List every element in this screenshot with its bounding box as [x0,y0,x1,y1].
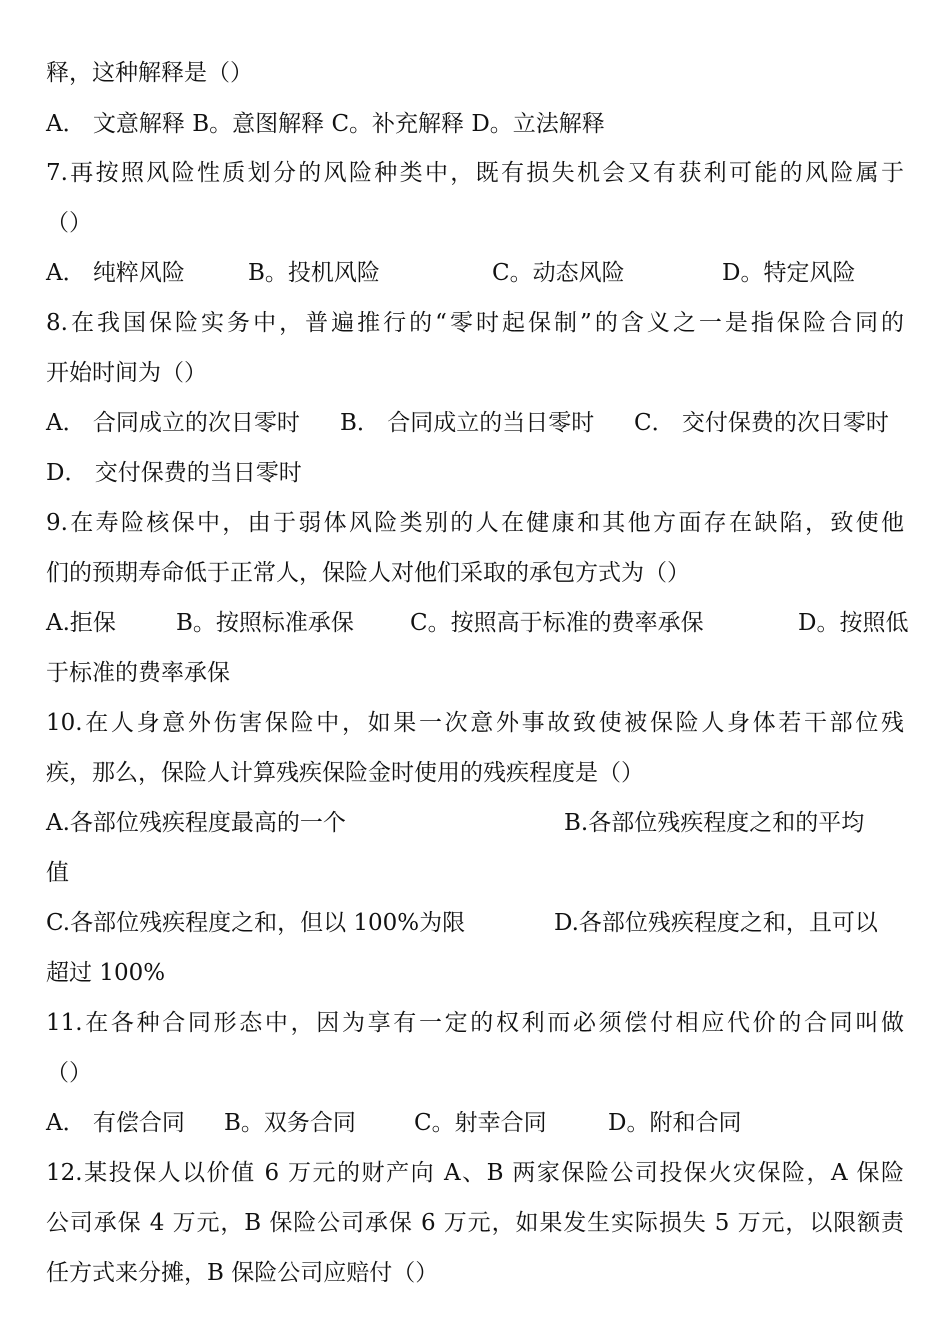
q7-option-b: B。投机风险 [248,260,380,286]
text-line: 释，这种解释是（） [46,60,253,86]
q10-stem-cont: 疾，那么，保险人计算残疾保险金时使用的残疾程度是（） [46,760,644,786]
q9-stem-cont: 们的预期寿命低于正常人，保险人对他们采取的承包方式为（） [46,560,690,586]
q10-option-d: D.各部位残疾程度之和，且可以 [554,910,878,936]
q8-option-d: D． 交付保费的当日零时 [46,460,302,486]
q10-options-cd [46,908,904,938]
q10-option-a: A.各部位残疾程度最高的一个 [46,810,346,836]
q10-stem: 10.在人身意外伤害保险中，如果一次意外事故致使被保险人身体若干部位残 [46,710,904,736]
q9-option-b: B。按照标准承保 [176,610,354,636]
q10-options-ab [46,808,904,838]
q11-option-d: D。附和合同 [608,1110,742,1136]
q7-stem-cont: （） [46,210,92,236]
q8-option-b: B． 合同成立的当日零时 [340,410,595,436]
q12-stem: 12.某投保人以价值 6 万元的财产向 A、B 两家保险公司投保火灾保险，A 保险 [46,1160,904,1186]
q9-option-c: C。按照高于标准的费率承保 [410,610,704,636]
q10-option-d-cont: 超过 100% [46,960,166,986]
q8-stem: 8.在我国保险实务中，普遍推行的“零时起保制”的含义之一是指保险合同的 [46,310,904,336]
q8-option-a: A． 合同成立的次日零时 [46,410,300,436]
q11-stem-cont: （） [46,1060,92,1086]
q11-option-a: A． 有偿合同 [46,1110,185,1136]
q12-stem-cont: 公司承保 4 万元，B 保险公司承保 6 万元，如果发生实际损失 5 万元，以限额责 [46,1210,904,1236]
q10-option-b: B.各部位残疾程度之和的平均 [564,810,865,836]
q6-options: A． 文意解释 B。意图解释 C。补充解释 D。立法解释 [46,111,605,137]
q11-option-b: B。双务合同 [224,1110,356,1136]
q7-option-c: C。动态风险 [492,260,625,286]
q7-stem: 7.再按照风险性质划分的风险种类中，既有损失机会又有获利可能的风险属于 [46,160,904,186]
q7-option-d: D。特定风险 [722,260,856,286]
q11-stem: 11.在各种合同形态中，因为享有一定的权利而必须偿付相应代价的合同叫做 [46,1010,904,1036]
q10-option-c: C.各部位残疾程度之和，但以 100%为限 [46,910,466,936]
q9-stem: 9.在寿险核保中，由于弱体风险类别的人在健康和其他方面存在缺陷，致使他 [46,510,904,536]
q9-option-d: D。按照低 [798,610,909,636]
q9-option-a: A.拒保 [46,610,116,636]
q8-options [46,408,904,438]
q7-option-a: A． 纯粹风险 [46,260,185,286]
q7-options [46,258,904,288]
q12-stem-end: 任方式来分摊，B 保险公司应赔付（） [46,1260,439,1286]
q9-options [46,608,909,638]
q11-option-c: C。射幸合同 [414,1110,547,1136]
q8-option-c: C． 交付保费的次日零时 [634,410,889,436]
q11-options [46,1108,904,1138]
q10-option-b-cont: 值 [46,860,69,886]
q9-option-d-cont: 于标准的费率承保 [46,660,230,686]
q8-stem-cont: 开始时间为（） [46,360,207,386]
